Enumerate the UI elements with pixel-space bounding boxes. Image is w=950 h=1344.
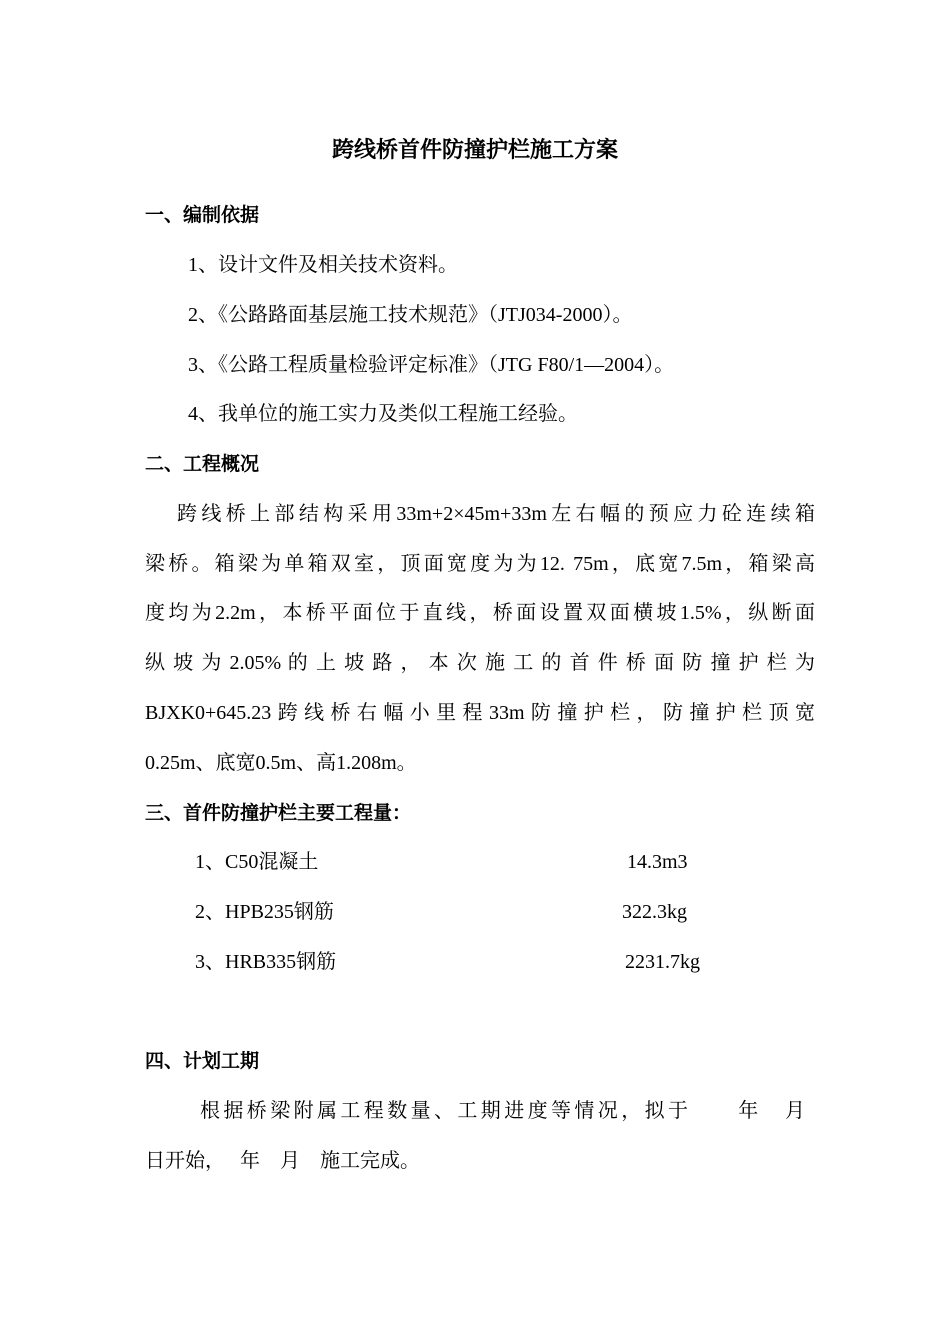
overview-line-4: 纵 坡 为 2.05% 的 上 坡 路 ， 本 次 施 工 的 首 件 桥 面 防 撞 护 栏 为 bbox=[145, 652, 815, 674]
quantity-value-hrb335: 2231.7kg bbox=[625, 951, 700, 973]
section-heading-quantities: 三、首件防撞护栏主要工程量： bbox=[145, 802, 412, 824]
section-heading-basis: 一、编制依据 bbox=[145, 204, 260, 226]
basis-item-2: 2、《公路路面基层施工技术规范》（JTJ034-2000）。 bbox=[188, 304, 633, 326]
basis-item-4: 4、我单位的施工实力及类似工程施工经验。 bbox=[188, 403, 578, 425]
overview-line-3: 度均为2.2m，本桥平面位于直线，桥面设置双面横坡1.5%，纵断面 bbox=[145, 602, 815, 624]
basis-item-1: 1、设计文件及相关技术资料。 bbox=[188, 254, 458, 276]
overview-line-1: 跨线桥上部结构采用33m+2×45m+33m左右幅的预应力砼连续箱 bbox=[177, 503, 815, 525]
quantity-label-hpb235: 2、HPB235钢筋 bbox=[195, 901, 334, 923]
quantity-label-hrb335: 3、HRB335钢筋 bbox=[195, 951, 337, 973]
quantity-value-concrete: 14.3m3 bbox=[627, 851, 688, 873]
overview-line-2: 梁桥。箱梁为单箱双室，顶面宽度为为12. 75m，底宽7.5m，箱梁高 bbox=[145, 553, 815, 575]
schedule-line-2: 日开始， 年 月 施工完成。 bbox=[145, 1150, 420, 1172]
overview-line-5: BJXK0+645.23跨线桥右幅小里程33m防撞护栏，防撞护栏顶宽 bbox=[145, 702, 815, 724]
basis-item-3: 3、《公路工程质量检验评定标准》（JTG F80/1—2004）。 bbox=[188, 354, 675, 376]
schedule-line-1: 根据桥梁附属工程数量、工期进度等情况，拟于 年 月 bbox=[200, 1100, 805, 1122]
quantity-value-hpb235: 322.3kg bbox=[622, 901, 687, 923]
section-heading-schedule: 四、计划工期 bbox=[145, 1050, 260, 1072]
section-heading-overview: 二、工程概况 bbox=[145, 453, 260, 475]
overview-line-6: 0.25m、底宽0.5m、高1.208m。 bbox=[145, 752, 417, 774]
quantity-label-concrete: 1、C50混凝土 bbox=[195, 851, 319, 873]
document-title: 跨线桥首件防撞护栏施工方案 bbox=[331, 138, 618, 163]
